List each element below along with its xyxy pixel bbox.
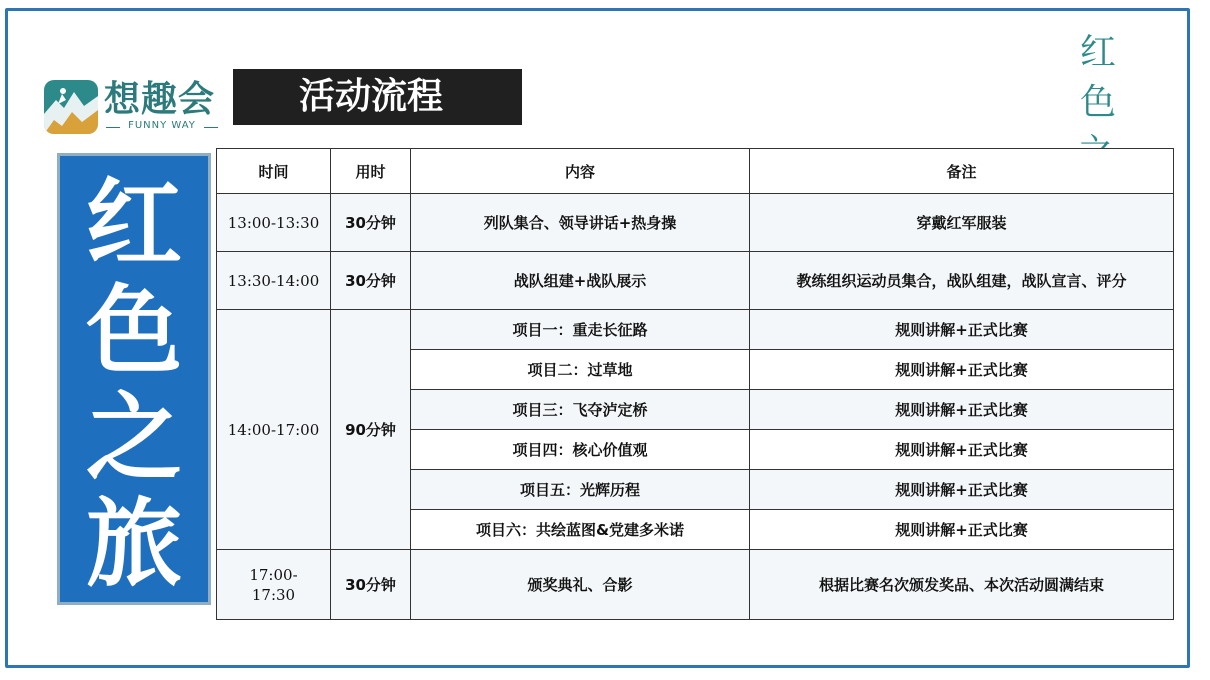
corner-title-line1: 红色 <box>1080 32 1133 123</box>
table-row <box>217 310 1174 350</box>
cell-duration: 30分钟 <box>331 194 411 252</box>
header-note: 备注 <box>750 149 1174 194</box>
side-banner-char: 色 <box>86 275 182 387</box>
table-row <box>217 550 1174 620</box>
cell-note: 教练组织运动员集合，战队组建，战队宣言、评分 <box>750 252 1174 310</box>
cell-note: 根据比赛名次颁发奖品、本次活动圆满结束 <box>750 550 1174 620</box>
brand-name-en: FUNNY WAY <box>106 120 218 131</box>
schedule-table <box>216 148 1174 620</box>
cell-duration: 90分钟 <box>331 310 411 550</box>
table-row <box>217 194 1174 252</box>
cell-content: 项目一：重走长征路 <box>411 310 750 350</box>
cell-time <box>217 550 331 620</box>
mountain-climber-icon <box>44 80 98 134</box>
cell-note: 规则讲解+正式比赛 <box>750 350 1174 390</box>
cell-content: 项目五：光辉历程 <box>411 470 750 510</box>
cell-duration: 30分钟 <box>331 252 411 310</box>
cell-content: 项目三：飞夺泸定桥 <box>411 390 750 430</box>
cell-content: 项目二：过草地 <box>411 350 750 390</box>
side-banner <box>57 153 211 605</box>
side-banner-char: 红 <box>86 168 182 280</box>
header-time: 时间 <box>217 149 331 194</box>
brand-name-cn: 想趣会 <box>104 79 216 120</box>
title-bar <box>233 69 522 125</box>
cell-note: 规则讲解+正式比赛 <box>750 310 1174 350</box>
side-banner-char: 旅 <box>86 488 182 600</box>
header-content: 内容 <box>411 149 750 194</box>
cell-content: 战队组建+战队展示 <box>411 252 750 310</box>
table-row <box>217 252 1174 310</box>
cell-duration: 30分钟 <box>331 550 411 620</box>
cell-note: 规则讲解+正式比赛 <box>750 430 1174 470</box>
cell-note: 规则讲解+正式比赛 <box>750 510 1174 550</box>
cell-content: 颁奖典礼、合影 <box>411 550 750 620</box>
cell-content: 列队集合、领导讲话+热身操 <box>411 194 750 252</box>
cell-note: 规则讲解+正式比赛 <box>750 470 1174 510</box>
brand-logo <box>44 78 220 136</box>
cell-time: 13:00-13:30 <box>217 194 331 252</box>
cell-time-text: 17:00-17:30 <box>249 565 298 604</box>
page-title: 活动流程 <box>299 76 444 117</box>
cell-content: 项目六：共绘蓝图&党建多米诺 <box>411 510 750 550</box>
table-header-row <box>217 149 1174 194</box>
cell-content: 项目四：核心价值观 <box>411 430 750 470</box>
header-duration: 用时 <box>331 149 411 194</box>
cell-time: 14:00-17:00 <box>217 310 331 550</box>
cell-note: 穿戴红军服装 <box>750 194 1174 252</box>
cell-note: 规则讲解+正式比赛 <box>750 390 1174 430</box>
side-banner-char: 之 <box>86 382 182 494</box>
cell-time: 13:30-14:00 <box>217 252 331 310</box>
